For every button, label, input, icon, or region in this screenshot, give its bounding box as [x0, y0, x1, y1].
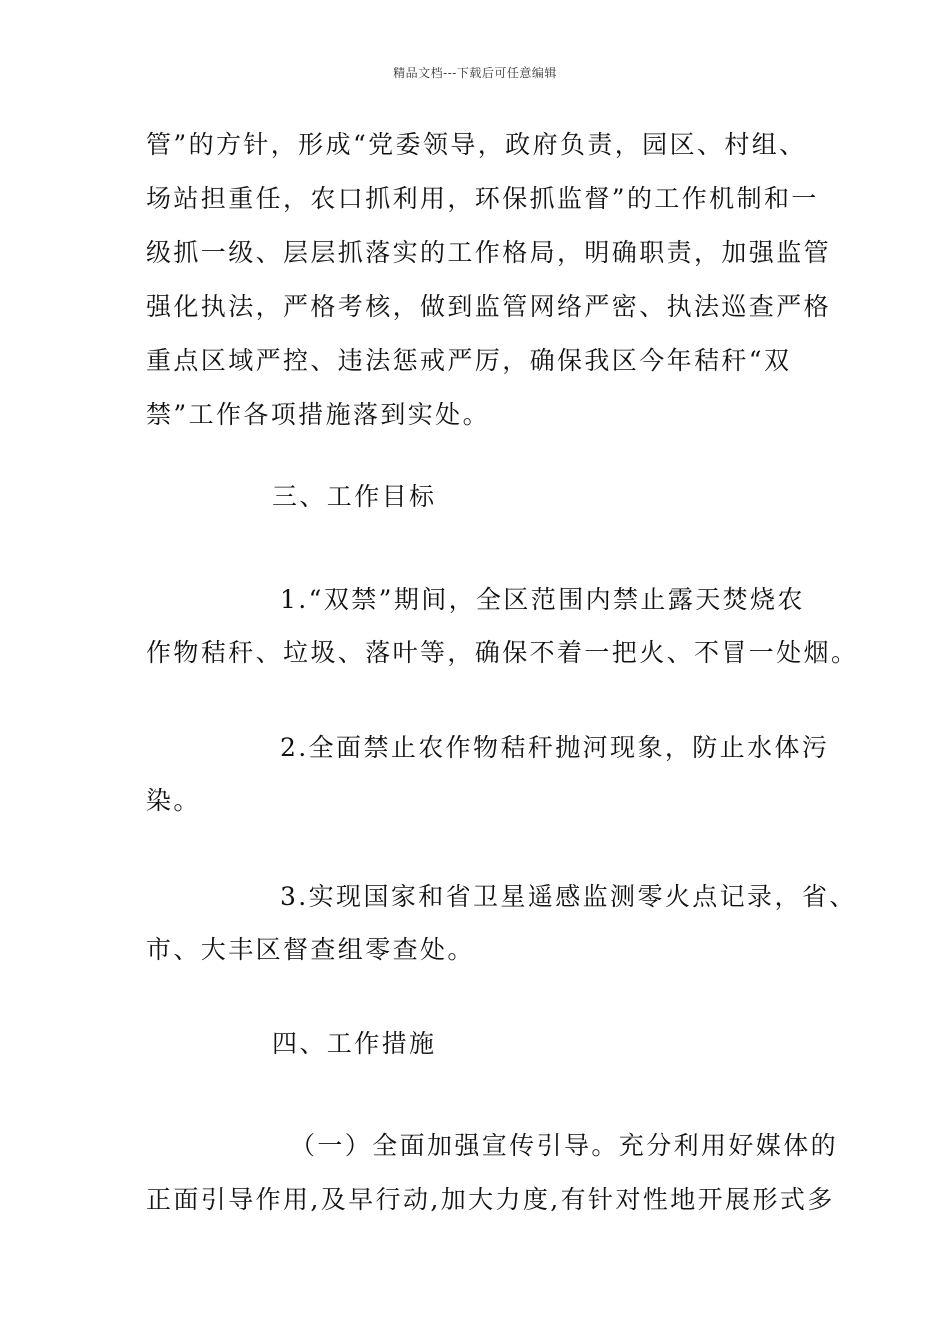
- text-line: 市、大丰区督查组零查处。: [146, 935, 475, 964]
- text-line: 2.全面禁止农作物秸秆抛河现象，防止水体污: [280, 733, 830, 762]
- text-line: 级抓一级、层层抓落实的工作格局，明确职责，加强监管: [146, 238, 832, 267]
- section-heading: 三、工作目标: [272, 482, 437, 511]
- text-line: 染。: [146, 786, 201, 815]
- text-line: 管”的方针，形成“党委领导，政府负责，园区、村组、: [146, 130, 807, 159]
- text-line: 正面引导作用,及早行动,加大力度,有针对性地开展形式多: [146, 1185, 835, 1214]
- text-line: 强化执法，严格考核，做到监管网络严密、执法巡查严格: [146, 292, 832, 321]
- text-line: 场站担重任，农口抓利用，环保抓监督”的工作机制和一: [146, 184, 819, 213]
- text-line: 禁”工作各项措施落到实处。: [146, 400, 490, 429]
- text-line: 1.“双禁”期间，全区范围内禁止露天焚烧农: [280, 585, 805, 614]
- text-line: 作物秸秆、垃圾、落叶等，确保不着一把火、不冒一处烟。: [146, 638, 859, 667]
- section-heading: 四、工作措施: [272, 1029, 437, 1058]
- page-header: 精品文档---下载后可任意编辑: [393, 66, 557, 80]
- text-line: 重点区域严控、违法惩戒严厉，确保我区今年秸秆“双: [146, 346, 792, 375]
- text-line: （一）全面加强宣传引导。充分利用好媒体的: [290, 1131, 839, 1160]
- text-line: 3.实现国家和省卫星遥感监测零火点记录，省、: [280, 882, 857, 911]
